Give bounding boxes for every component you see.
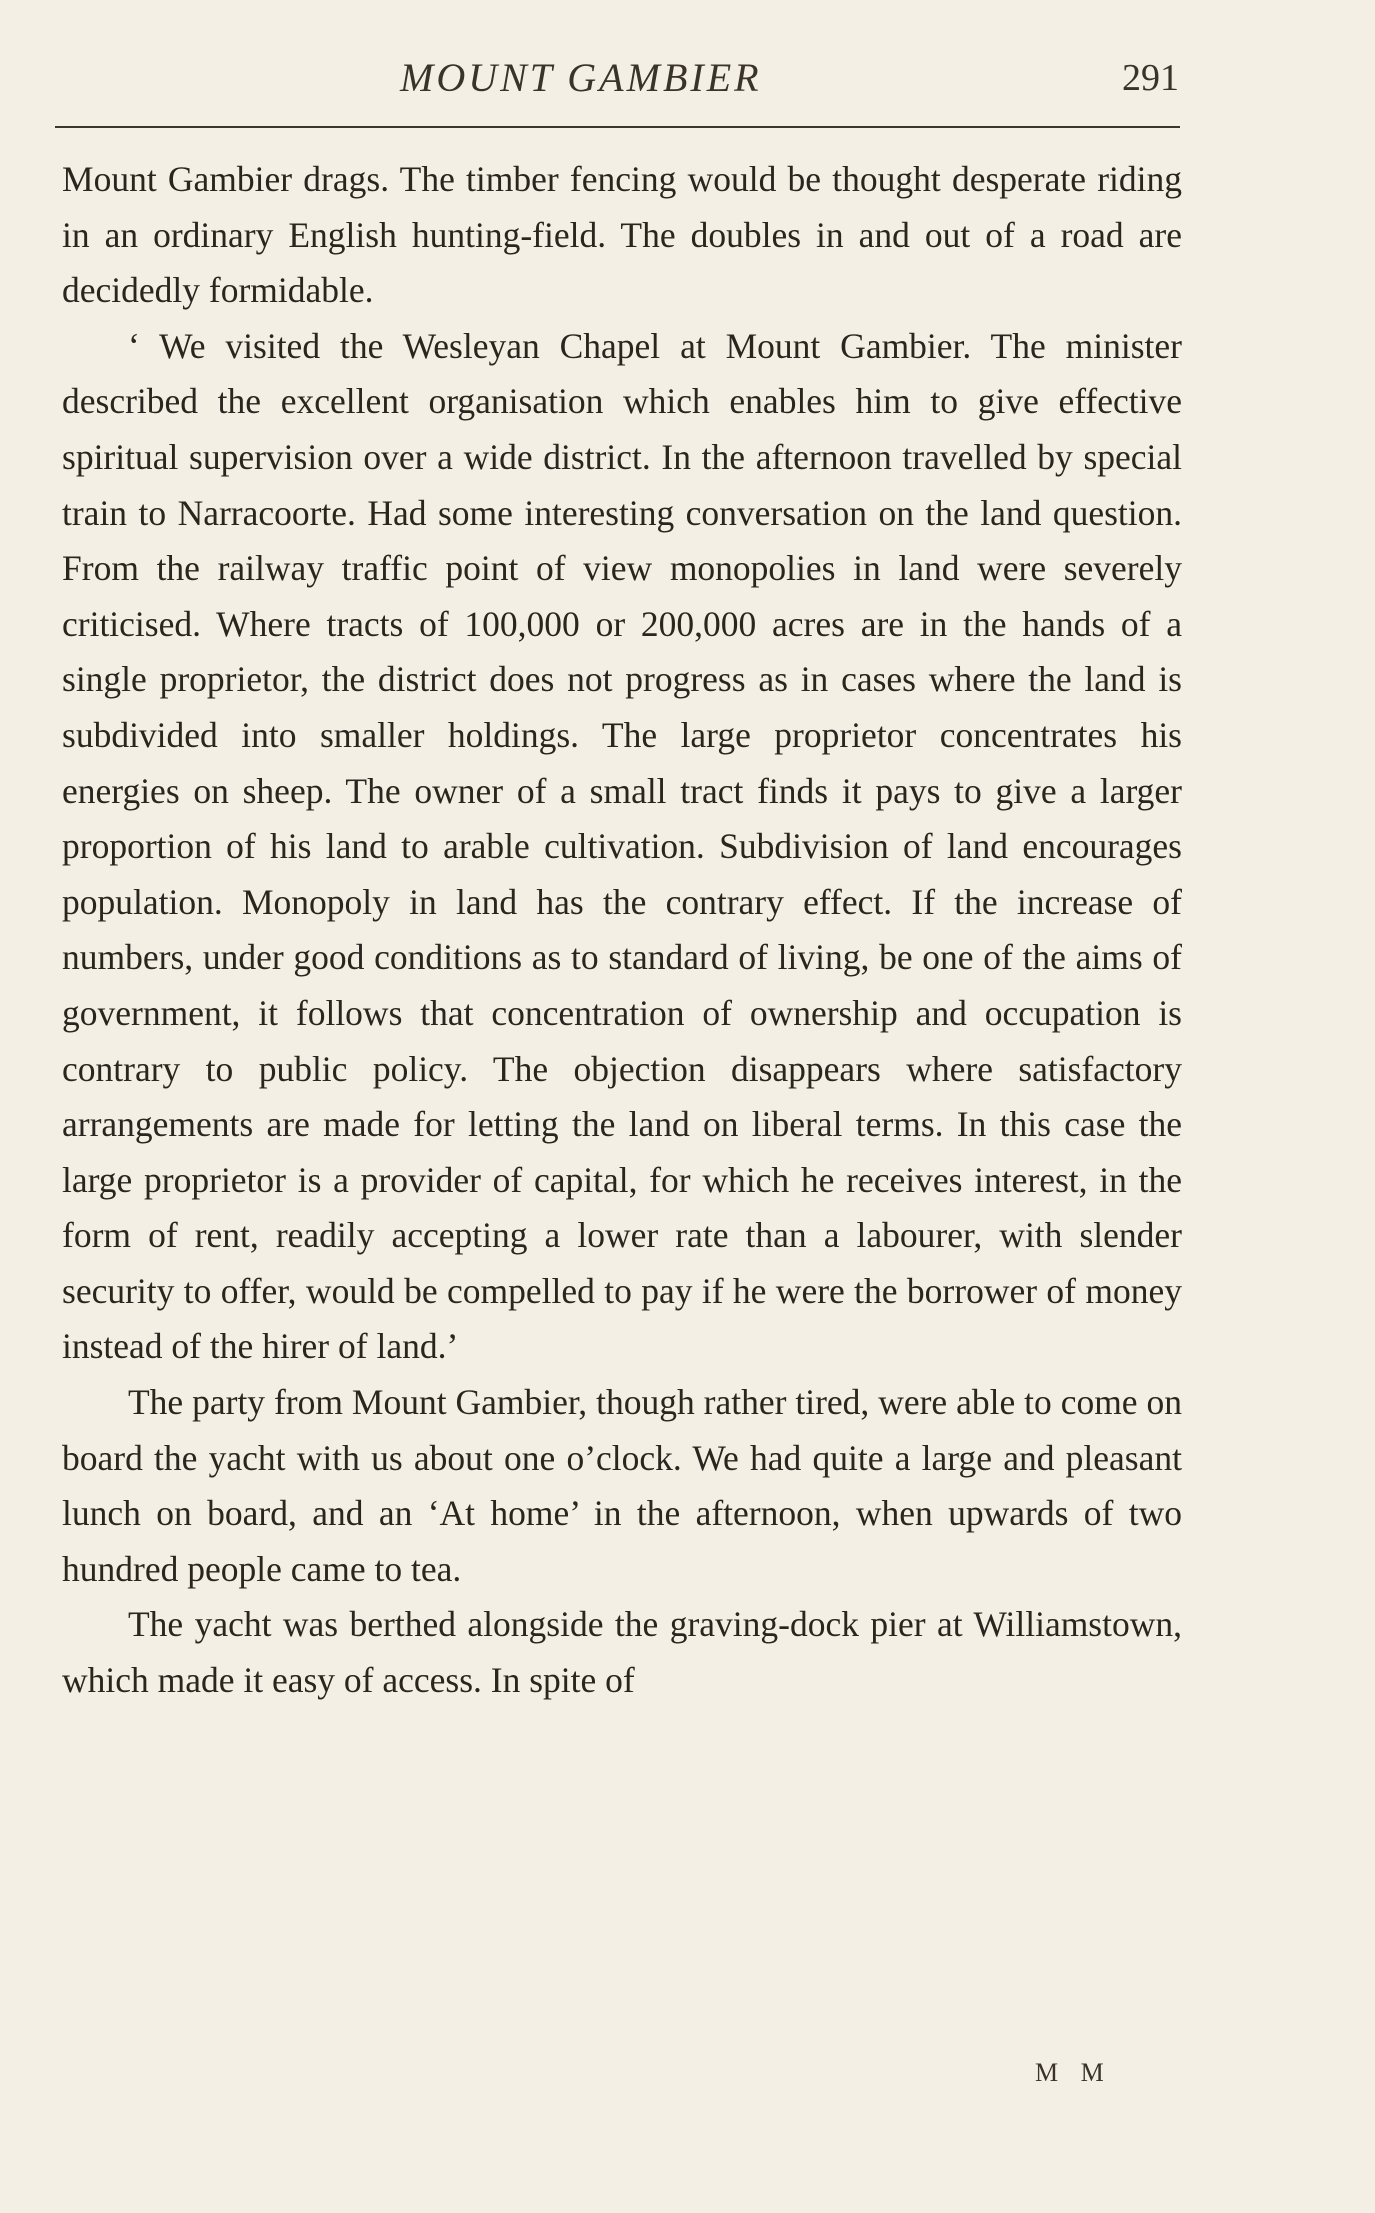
paragraph: The yacht was berthed alongside the graving-dock pier at Williamstown, which made it easy of access. In spite of: [62, 1604, 1182, 1701]
page-number: 291: [1122, 57, 1179, 99]
header-rule: [55, 126, 1180, 128]
running-title: MOUNT GAMBIER: [400, 55, 762, 100]
running-head: [0, 48, 1375, 108]
paragraph: The party from Mount Gambier, though rather tired, were able to come on board the yacht with us about one o’clock. We had quite a large and pleasant lunch on board, and an ‘At home’ in the afternoon, when upwards of two hundred people came to tea.: [62, 1382, 1182, 1589]
paragraph: Mount Gambier drags. The timber fencing would be thought desperate riding in an ordinary English hunting-field. The doubles in and out of a road are decidedly formidable.: [62, 159, 1182, 311]
body-text: [62, 152, 1182, 1709]
paragraph: ‘ We visited the Wesleyan Chapel at Mount Gambier. The minister described the excellent organisation which enables him to give effective spiritual supervision over a wide district. In the afternoon travelled by special train to Narracoorte. Had some interesting conversation on the land question. From the railway traffic point of view monopolies in land were severely criticised. Where tracts of 100,000 or 200,000 acres are in the hands of a single proprietor, the district does not progress as in cases where the land is subdivided into smaller holdings. The large proprietor concentrates his energies on sheep. The owner of a small tract finds it pays to give a larger proportion of his land to arable cultivation. Subdivision of land encourages population. Monopoly in land has the contrary effect. If the increase of numbers, under good conditions as to standard of living, be one of the aims of government, it follows that concentration of ownership and occupation is contrary to public policy. The objection disappears where satisfactory arrangements are made for letting the land on liberal terms. In this case the large proprietor is a provider of capital, for which he receives interest, in the form of rent, readily accepting a lower rate than a labourer, with slender security to offer, would be compelled to pay if he were the borrower of money instead of the hirer of land.’: [62, 325, 1182, 1367]
signature-mark: M M: [1035, 2058, 1112, 2087]
